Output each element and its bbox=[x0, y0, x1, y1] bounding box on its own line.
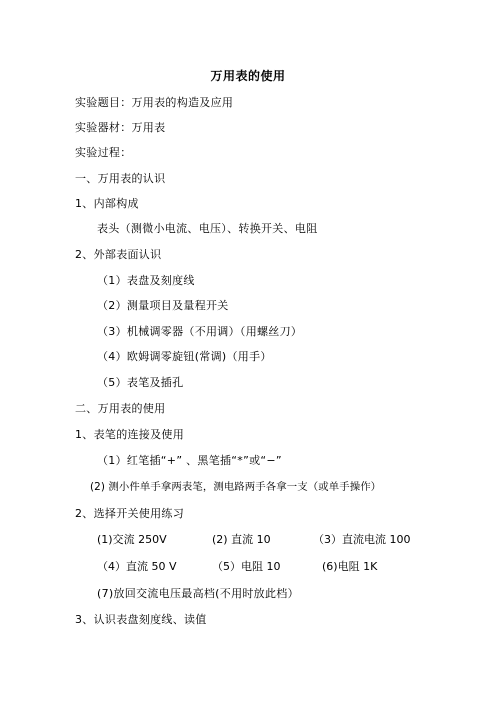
switch-option: (6)电阻 1K bbox=[322, 560, 378, 573]
experiment-process-label: 实验过程： bbox=[75, 146, 132, 159]
subheading-outer-surface: 2、外部表面认识 bbox=[75, 248, 162, 261]
subheading-switch-practice: 2、选择开关使用练习 bbox=[75, 507, 184, 520]
switch-option: （5）电阻 10 bbox=[212, 560, 281, 573]
outer-item: （3）机械调零器（不用调）（用螺丝刀） bbox=[97, 325, 303, 338]
subheading-read-scale: 3、认识表盘刻度线、读值 bbox=[75, 613, 207, 626]
probe-step-2: (2) 测小件单手拿两表笔，测电路两手各拿一支（或单手操作） bbox=[90, 481, 382, 493]
subheading-probe-connection: 1、表笔的连接及使用 bbox=[75, 428, 184, 441]
inner-structure-description: 表头（测微小电流、电压）、转换开关、电阻 bbox=[97, 222, 318, 235]
switch-option-7: (7)放回交流电压最高档(不用时放此档） bbox=[97, 587, 299, 600]
probe-step-1: （1）红笔插“+” 、黑笔插“*”或“−” bbox=[97, 454, 282, 467]
experiment-equipment: 实验器材：万用表 bbox=[75, 121, 166, 134]
outer-item: （1）表盘及刻度线 bbox=[97, 274, 195, 287]
subheading-inner-structure: 1、内部构成 bbox=[75, 197, 139, 210]
experiment-topic: 实验题目：万用表的构造及应用 bbox=[75, 96, 234, 109]
section-heading-2: 二、万用表的使用 bbox=[75, 402, 166, 415]
switch-option: （4）直流 50 V bbox=[97, 560, 177, 573]
outer-item: （5）表笔及插孔 bbox=[97, 376, 184, 389]
outer-item: （4）欧姆调零旋钮(常调)（用手） bbox=[97, 350, 272, 363]
page-title: 万用表的使用 bbox=[210, 69, 286, 83]
switch-option: （3）直流电流 100 bbox=[313, 533, 411, 546]
switch-option: (1)交流 250V bbox=[97, 533, 167, 546]
section-heading-1: 一、万用表的认识 bbox=[75, 172, 166, 185]
outer-item: （2）测量项目及量程开关 bbox=[97, 299, 229, 312]
switch-option: (2) 直流 10 bbox=[212, 533, 271, 546]
